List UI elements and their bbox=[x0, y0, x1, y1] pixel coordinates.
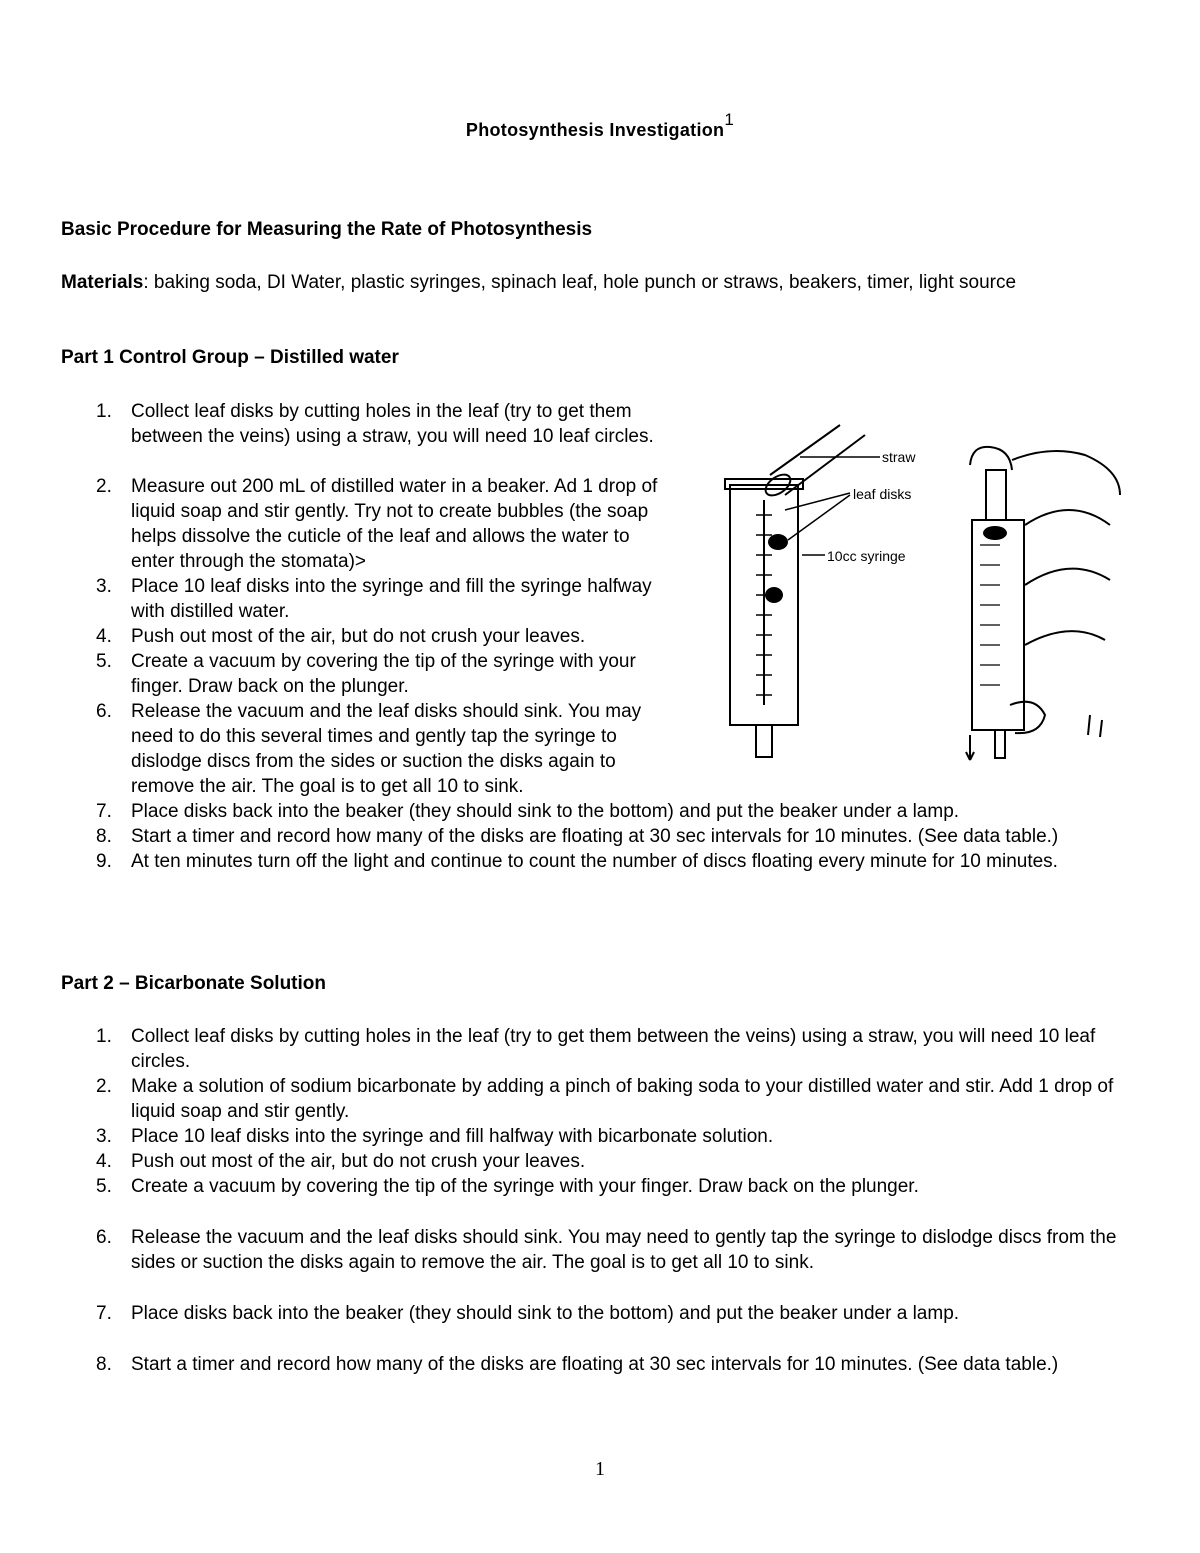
title-footnote-marker: 1 bbox=[724, 110, 735, 129]
title-text: Photosynthesis Investigation bbox=[465, 120, 725, 140]
step-number: 9. bbox=[96, 851, 112, 872]
left-syringe-tip bbox=[756, 725, 772, 757]
list-item bbox=[0, 574, 671, 624]
step-text: Place 10 leaf disks into the syringe and fill halfway with bicarbonate solution. bbox=[131, 1126, 774, 1147]
list-item bbox=[0, 799, 1131, 824]
step-text: Place disks back into the beaker (they should sink to the bottom) and put the beaker under a lamp. bbox=[131, 1303, 960, 1324]
step-text: Create a vacuum by covering the tip of the syringe with your finger. Draw back on the plunger. bbox=[131, 651, 636, 697]
right-leaf-disks bbox=[983, 526, 1007, 540]
list-item bbox=[0, 399, 671, 449]
step-number: 5. bbox=[96, 1176, 112, 1197]
step-text: Release the vacuum and the leaf disks should sink. You may need to do this several times and gently tap the syringe to dislodge discs from the sides or suction the disks again to remove the air. The goal is to get all 10 to sink. bbox=[131, 701, 642, 797]
step-text: Create a vacuum by covering the tip of the syringe with your finger. Draw back on the plunger. bbox=[131, 1176, 919, 1197]
hand-outline bbox=[966, 447, 1120, 760]
step-number: 7. bbox=[96, 801, 112, 822]
right-syringe-ticks bbox=[980, 545, 1000, 685]
step-text: Start a timer and record how many of the disks are floating at 30 sec intervals for 10 minutes. (See data table.) bbox=[131, 826, 1059, 847]
label-leaf-disks: leaf disks bbox=[853, 486, 912, 502]
step-text: Start a timer and record how many of the disks are floating at 30 sec intervals for 10 minutes. (See data table.) bbox=[131, 1354, 1059, 1375]
step-text: Place disks back into the beaker (they should sink to the bottom) and put the beaker under a lamp. bbox=[131, 801, 960, 822]
step-number: 4. bbox=[96, 1151, 112, 1172]
page-title bbox=[0, 110, 1200, 141]
list-item bbox=[0, 1352, 1131, 1377]
label-straw: straw bbox=[882, 449, 916, 465]
procedure-heading: Basic Procedure for Measuring the Rate of Photosynthesis bbox=[61, 219, 593, 240]
right-syringe bbox=[972, 470, 1024, 758]
list-item bbox=[0, 1149, 1131, 1174]
materials-paragraph bbox=[61, 271, 1121, 295]
list-item bbox=[0, 1301, 1131, 1326]
list-item bbox=[0, 1225, 1131, 1275]
list-item bbox=[0, 849, 1131, 874]
step-number: 7. bbox=[96, 1303, 112, 1324]
step-number: 4. bbox=[96, 626, 112, 647]
step-number: 8. bbox=[96, 1354, 112, 1375]
leaf-disk-1 bbox=[768, 534, 788, 550]
list-item bbox=[0, 824, 1131, 849]
step-number: 8. bbox=[96, 826, 112, 847]
step-number: 1. bbox=[96, 1026, 112, 1047]
step-text: Make a solution of sodium bicarbonate by adding a pinch of baking soda to your distilled water and stir. Add 1 drop of liquid soap and stir gently. bbox=[131, 1076, 1114, 1122]
materials-text: : baking soda, DI Water, plastic syringes, spinach leaf, hole punch or straws, beakers, timer, light source bbox=[143, 272, 1017, 293]
step-text: Place 10 leaf disks into the syringe and fill the syringe halfway with distilled water. bbox=[131, 576, 652, 622]
list-item bbox=[0, 1074, 1131, 1124]
step-number: 3. bbox=[96, 576, 112, 597]
step-number: 6. bbox=[96, 701, 112, 722]
part2-steps bbox=[0, 1024, 1131, 1377]
step-number: 5. bbox=[96, 651, 112, 672]
materials-label: Materials bbox=[61, 272, 144, 293]
list-item bbox=[0, 699, 671, 799]
part1-heading: Part 1 Control Group – Distilled water bbox=[61, 347, 399, 368]
step-number: 2. bbox=[96, 476, 112, 497]
part2-heading: Part 2 – Bicarbonate Solution bbox=[61, 973, 326, 994]
list-item bbox=[0, 474, 671, 574]
step-text: Push out most of the air, but do not crush your leaves. bbox=[131, 1151, 586, 1172]
list-item bbox=[0, 624, 671, 649]
step-number: 2. bbox=[96, 1076, 112, 1097]
list-item bbox=[0, 1124, 1131, 1149]
leaf-disk-2 bbox=[765, 587, 783, 603]
step-text: Collect leaf disks by cutting holes in the leaf (try to get them between the veins) using a straw, you will need 10 leaf circles. bbox=[131, 401, 654, 447]
step-number: 3. bbox=[96, 1126, 112, 1147]
page-number: 1 bbox=[595, 1458, 605, 1480]
step-text: Release the vacuum and the leaf disks should sink. You may need to gently tap the syringe to dislodge discs from the sides or suction the disks again to remove the air. The goal is to get all 10 to sink. bbox=[131, 1227, 1117, 1273]
list-item bbox=[0, 649, 671, 699]
label-syringe: 10cc syringe bbox=[827, 548, 906, 564]
step-number: 6. bbox=[96, 1227, 112, 1248]
step-text: At ten minutes turn off the light and continue to count the number of discs floating every minute for 10 minutes. bbox=[131, 851, 1058, 872]
step-number: 1. bbox=[96, 401, 112, 422]
list-item bbox=[0, 1174, 1131, 1199]
step-text: Push out most of the air, but do not crush your leaves. bbox=[131, 626, 586, 647]
step-text: Collect leaf disks by cutting holes in the leaf (try to get them between the veins) using a straw, you will need 10 leaf circles. bbox=[131, 1026, 1096, 1072]
syringe-figure bbox=[690, 415, 1130, 775]
step-text: Measure out 200 mL of distilled water in a beaker. Ad 1 drop of liquid soap and stir gently. Try not to create bubbles (the soap helps dissolve the cuticle of the leaf and allows the water to enter through the stomata)> bbox=[131, 476, 658, 572]
list-item bbox=[0, 1024, 1131, 1074]
